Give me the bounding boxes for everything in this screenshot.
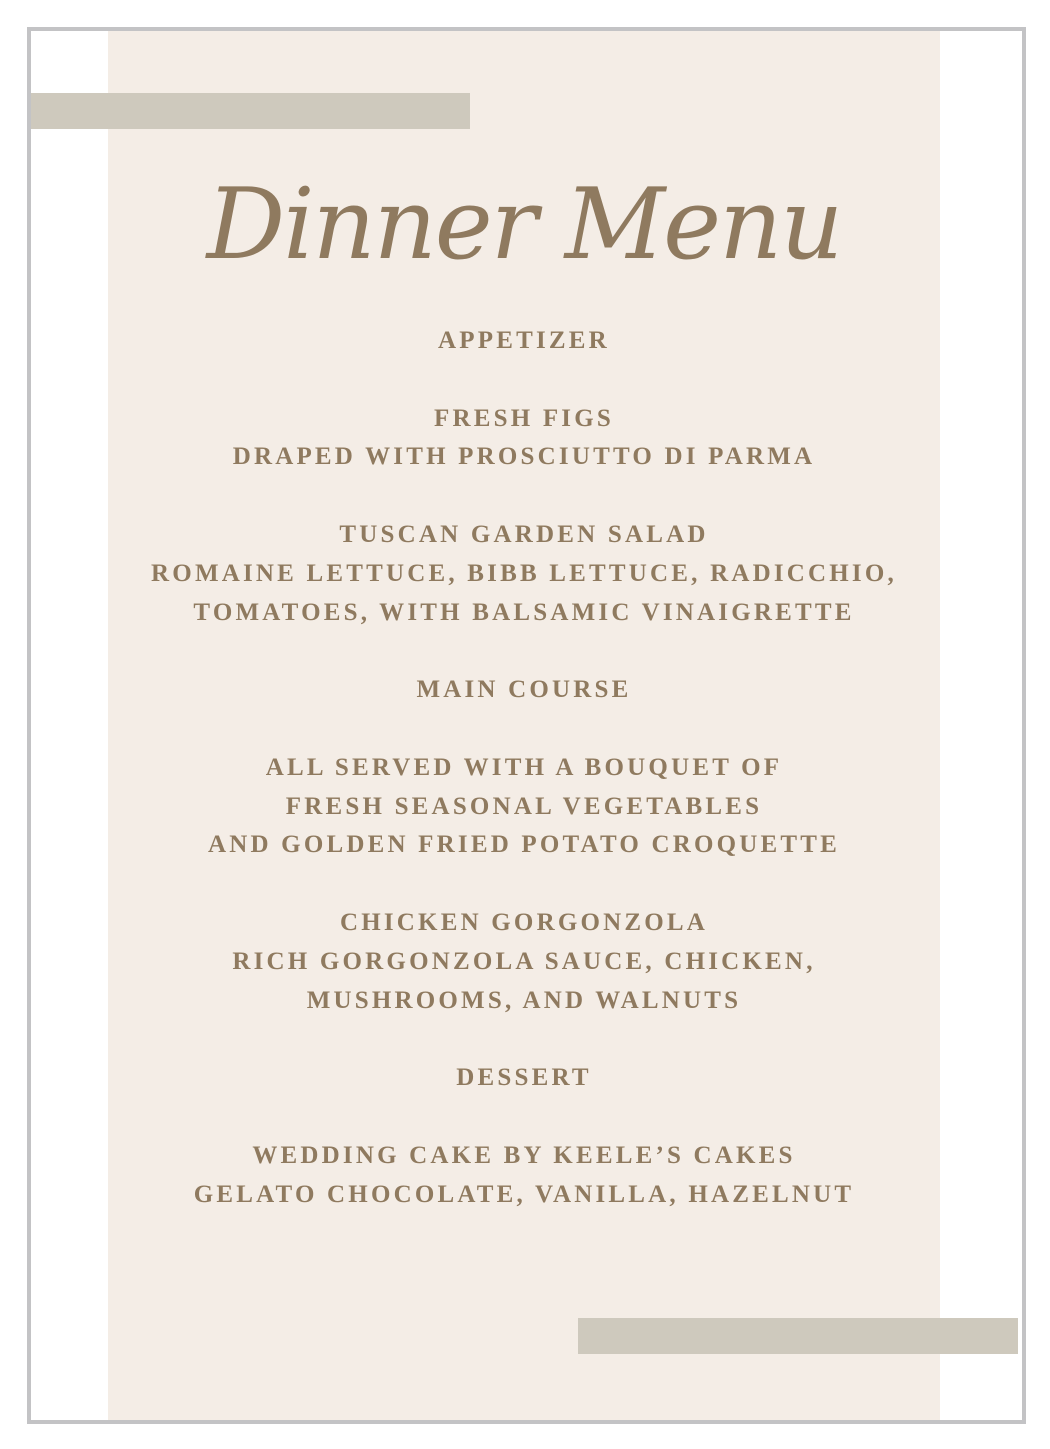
dish-description: RICH GORGONZOLA SAUCE, CHICKEN, <box>232 947 816 975</box>
dish-name: FRESH FIGS <box>434 404 614 432</box>
dish-name: TUSCAN GARDEN SALAD <box>339 520 709 548</box>
dish-name: WEDDING CAKE BY KEELE’S CAKES <box>252 1141 796 1169</box>
dish-description: GELATO CHOCOLATE, VANILLA, HAZELNUT <box>193 1180 855 1208</box>
section-heading-appetizer: APPETIZER <box>438 327 610 354</box>
main-course-note: FRESH SEASONAL VEGETABLES <box>285 792 763 820</box>
main-course-note: AND GOLDEN FRIED POTATO CROQUETTE <box>207 831 841 859</box>
accent-bar-bottom <box>578 1318 1018 1354</box>
dish-description: ROMAINE LETTUCE, BIBB LETTUCE, RADICCHIO, <box>151 559 897 587</box>
section-heading-dessert: DESSERT <box>456 1064 592 1092</box>
section-heading-main-course: MAIN COURSE <box>416 676 632 704</box>
dish-description: TOMATOES, WITH BALSAMIC VINAIGRETTE <box>193 598 855 626</box>
dish-description: DRAPED WITH PROSCIUTTO DI PARMA <box>232 443 816 471</box>
menu-title: Dinner Menu <box>206 168 842 282</box>
dish-name: CHICKEN GORGONZOLA <box>339 908 709 936</box>
accent-bar-top <box>31 93 470 129</box>
main-course-note: ALL SERVED WITH A BOUQUET OF <box>265 753 783 781</box>
menu-content <box>108 322 940 1214</box>
dish-description: MUSHROOMS, AND WALNUTS <box>306 986 742 1014</box>
